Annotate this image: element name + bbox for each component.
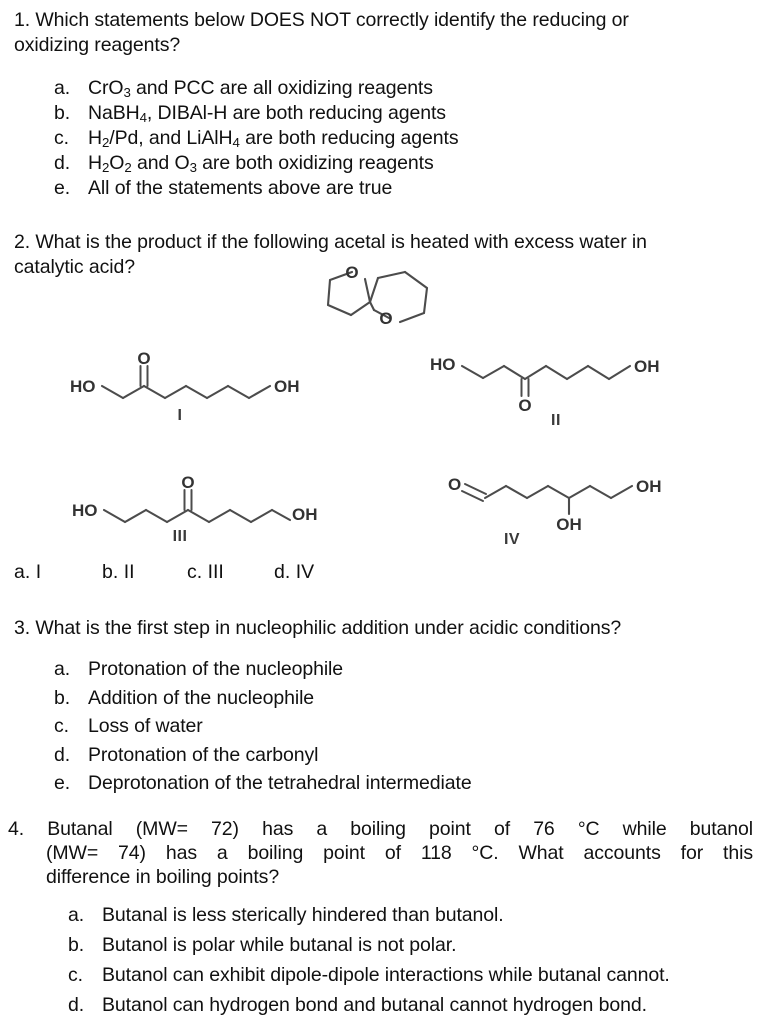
question-3-stem-line-1: 3. What is the first step in nucleophilic addition under acidic conditions? [14,617,622,639]
bond-iii-9 [272,510,290,520]
bond-iii-4 [167,510,188,522]
choice-text: All of the statements above are true [88,177,393,199]
structure-I-carbonyl-oxygen: O [137,349,151,368]
question-1-choice-d[interactable] [54,151,754,176]
bond-i-5 [186,386,207,398]
structure-III-left-label: HO [72,501,98,520]
structure-IV [448,470,688,540]
choice-text: Butanal is less sterically hindered than butanol. [102,904,504,926]
bond-i-2 [123,386,144,398]
question-2-stem-line-2: catalytic acid? [14,256,135,278]
question-2-choice-a[interactable] [14,560,102,585]
choice-letter: d. [54,152,71,174]
choice-letter: d. [274,561,291,583]
bond-i-4 [165,386,186,398]
choice-text: Addition of the nucleophile [88,686,315,709]
bond-spiro-up [370,278,378,302]
bond-ii-2 [483,366,504,378]
bond-iii-6 [209,510,230,522]
question-4-choice-a[interactable] [68,900,777,930]
question-4-choice-d[interactable] [68,990,777,1020]
choice-letter: b. [102,561,119,583]
question-4-choice-b[interactable] [68,930,777,960]
choice-letter: c. [54,127,69,149]
question-3-choice-d[interactable] [54,741,754,770]
question-1-stem [14,8,754,58]
choice-letter: b. [54,102,71,124]
bond-iv-cho-b [462,491,483,501]
bond-ii-8 [609,366,630,379]
choice-letter: e. [54,772,71,794]
bond-iii-2 [125,510,146,522]
question-4-stem [8,817,753,889]
bond-iv-2 [506,486,527,498]
oxygen-label-2: O [379,309,393,328]
structure-II [430,348,680,418]
structure-I-left-label: HO [70,377,96,396]
choice-text: I [35,561,42,583]
bond-iv-4 [548,486,569,498]
bond-ii-5 [546,366,567,379]
choice-text: Butanol is polar while butanal is not polar. [102,934,457,956]
bond-ii-4 [525,366,546,379]
structure-III-carbonyl-oxygen: O [181,473,195,492]
structure-I [70,349,315,414]
structure-III-right-label: OH [292,505,318,524]
choice-text: Butanol can exhibit dipole-dipole interactions while butanal cannot. [102,964,670,986]
bond-iv-3 [527,486,548,498]
structure-I-label: I [177,407,183,424]
bond-ring6-lower-right [400,313,424,322]
choice-letter: c. [54,715,69,737]
bond-spiro-to-o1 [365,279,370,302]
question-3-choice-e[interactable] [54,769,754,798]
choice-text: II [123,561,135,583]
bond-iii-3 [146,510,167,522]
question-1-choice-a[interactable] [54,76,754,101]
choice-letter: a. [14,561,31,583]
bond-iii-5 [188,510,209,522]
choice-text: Butanol can hydrogen bond and butanal cannot hydrogen bond. [102,994,647,1016]
question-4-stem-line-1: 4. Butanal (MW= 72) has a boiling point of 76 °C while butanol [8,818,753,840]
question-3-choice-c[interactable] [54,712,754,741]
bond-iv-6 [590,486,611,498]
bond-iii-8 [251,510,272,522]
question-3-stem [14,616,754,641]
question-1-stem-line-2: oxidizing reagents? [14,34,181,56]
bond-ring6-right [424,288,427,313]
bond-ring5-left [328,280,330,305]
question-2-choice-d[interactable] [274,560,314,585]
structure-II-right-label: OH [634,357,660,376]
bond-iv-1 [485,486,506,498]
bond-ring5-bottom [328,305,351,315]
choice-text: III [207,561,224,583]
choice-text: NaBH$_4$, DIBAl-H are both reducing agents [88,102,446,125]
bond-iii-1 [104,510,125,522]
choice-letter: a. [54,77,71,99]
choice-letter: b. [68,934,85,956]
bond-ii-3 [504,366,525,379]
choice-letter: a. [54,658,71,680]
question-4-stem-line-2: (MW= 74) has a boiling point of 118 °C. What accounts for this [46,842,753,864]
choice-text: $H_2/Pd$, and LiAlH$_4$ are both reducing agents [88,127,459,150]
choice-letter: c. [68,964,83,986]
bond-ring5-to-spiro [351,302,370,315]
choice-letter: c. [187,561,203,583]
question-3-choice-b[interactable] [54,684,754,713]
question-3-choices [54,655,754,798]
question-4-choices [68,900,777,1020]
structure-II-label: II [551,412,561,429]
bond-ii-6 [567,366,588,379]
bond-spiro-to-o2 [370,302,374,310]
bond-iv-7 [611,486,632,498]
bond-i-6 [207,386,228,398]
bond-ii-7 [588,366,609,379]
choice-letter: d. [54,743,71,766]
structure-III [72,472,322,534]
choice-text: CrO$_3$ and PCC are all oxidizing reagents [88,77,433,100]
oxygen-label-1: O [345,263,359,282]
question-1-stem-line-1: 1. Which statements below DOES NOT correctly identify the reducing or [14,9,629,31]
choice-text: Loss of water [88,715,203,737]
choice-text: Deprotonation of the tetrahedral intermediate [88,772,472,794]
bond-ii-1 [462,366,483,378]
structure-IV-right-label: OH [636,477,662,496]
question-1-choice-c[interactable] [54,126,754,151]
question-2-choice-c[interactable] [187,560,274,585]
question-3-choice-a[interactable] [54,655,754,684]
question-4-stem-line-3: difference in boiling points? [46,866,280,888]
bond-ring6-upper-right [405,272,427,288]
choice-letter: d. [68,994,85,1016]
bond-i-1 [102,386,123,398]
choice-letter: a. [68,904,85,926]
question-1-choice-b[interactable] [54,101,754,126]
structure-IV-middle-label: OH [556,515,582,534]
bond-iii-7 [230,510,251,522]
structure-I-right-label: OH [274,377,300,396]
question-2-choices [14,560,314,585]
bond-i-8 [249,386,270,398]
bond-i-3 [144,386,165,398]
question-2-choice-b[interactable] [102,560,187,585]
choice-text: Protonation of the nucleophile [88,658,344,680]
structure-II-carbonyl-oxygen: O [518,396,532,415]
choice-text: Protonation of the carbonyl [88,743,319,766]
structure-II-left-label: HO [430,355,456,374]
bond-i-7 [228,386,249,398]
question-1-choices [54,76,754,201]
bond-iv-cho-a [465,484,486,494]
spiro-acetal-structure [308,258,478,336]
choice-letter: e. [54,177,71,199]
structure-III-label: III [172,528,188,545]
question-1-choice-e[interactable] [54,176,754,201]
choice-letter: b. [54,686,71,709]
bond-iv-5 [569,486,590,498]
structure-IV-aldehyde-oxygen: O [448,475,462,494]
question-2-stem-line-1: 2. What is the product if the following acetal is heated with excess water in [14,231,647,253]
question-4-choice-c[interactable] [68,960,777,990]
bond-ring6-top [378,272,405,278]
structure-IV-label: IV [503,531,521,548]
choice-text: $H_2O_2$ and $O_3$ are both oxidizing reagents [88,152,434,175]
choice-text: IV [295,561,315,583]
